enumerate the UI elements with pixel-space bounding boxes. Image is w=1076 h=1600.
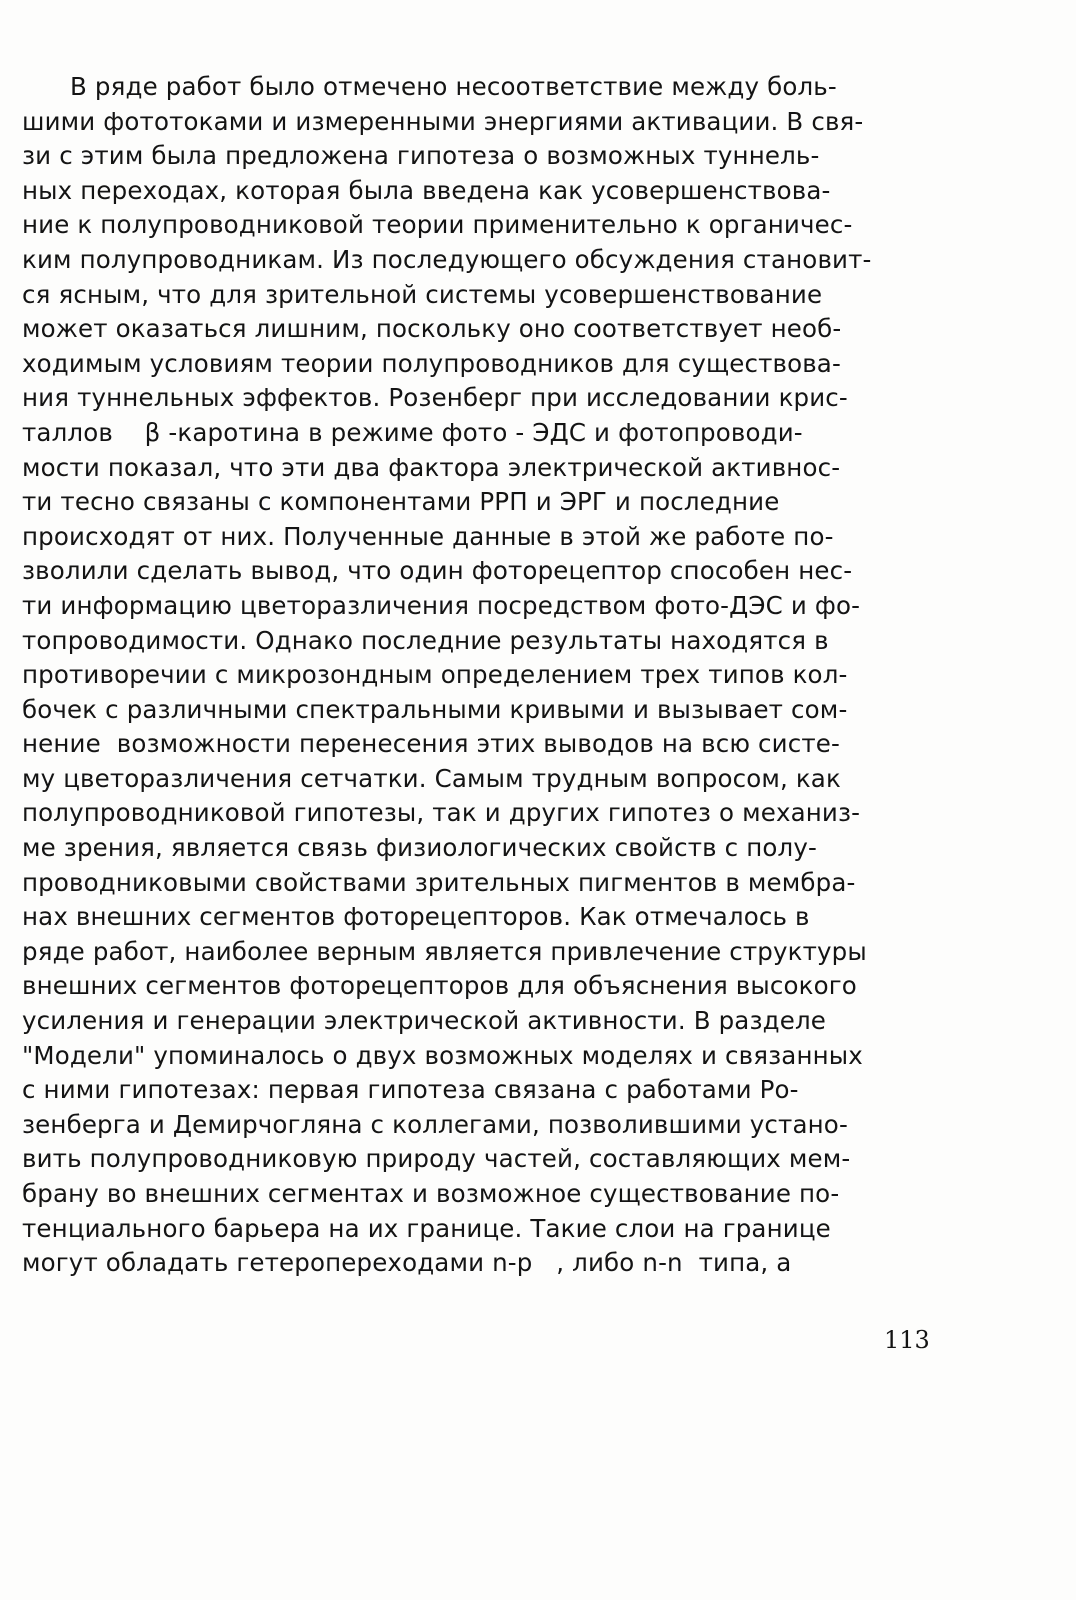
text-line: ким полупроводникам. Из последующего обсуждения становит- <box>22 244 872 274</box>
text-line: вить полупроводниковую природу частей, составляющих мем- <box>22 1144 851 1174</box>
text-line: зенберга и Демирчогляна с коллегами, позволившими устано- <box>22 1109 848 1139</box>
text-line: ряде работ, наиболее верным является привлечение структуры <box>22 936 867 966</box>
text-line: с ними гипотезах: первая гипотеза связана с работами Ро- <box>22 1075 799 1105</box>
text-line: "Модели" упоминалось о двух возможных моделях и связанных <box>22 1040 863 1070</box>
text-line: полупроводниковой гипотезы, так и других гипотез о механиз- <box>22 798 861 828</box>
text-line: ме зрения, является связь физиологических свойств с полу- <box>22 833 817 863</box>
text-line: топроводимости. Однако последние результаты находятся в <box>22 625 829 655</box>
text-line: ти тесно связаны с компонентами РРП и ЭРГ и последние <box>22 487 780 517</box>
text-line: может оказаться лишним, поскольку оно соответствует необ- <box>22 314 842 344</box>
text-line: ся ясным, что для зрительной системы усовершенствование <box>22 279 823 309</box>
text-line: нение возможности перенесения этих выводов на всю систе- <box>22 729 840 759</box>
text-line: ных переходах, которая была введена как усовершенствова- <box>22 175 831 205</box>
text-line: происходят от них. Полученные данные в этой же работе по- <box>22 521 834 551</box>
text-line: зволили сделать вывод, что один фоторецептор способен нес- <box>22 556 853 586</box>
text-line: му цветоразличения сетчатки. Самым трудным вопросом, как <box>22 763 841 793</box>
text-line: бочек с различными спектральными кривыми и вызывает сом- <box>22 694 848 724</box>
text-line: ния туннельных эффектов. Розенберг при исследовании крис- <box>22 383 848 413</box>
text-line: нах внешних сегментов фоторецепторов. Как отмечалось в <box>22 902 810 932</box>
text-line: В ряде работ было отмечено несоответствие между боль- <box>70 72 837 101</box>
text-line: ние к полупроводниковой теории применительно к органичес- <box>22 210 853 240</box>
text-line: проводниковыми свойствами зрительных пигментов в мембра- <box>22 867 856 897</box>
text-line: внешних сегментов фоторецепторов для объяснения высокого <box>22 971 857 1001</box>
text-line: таллов β -каротина в режиме фото - ЭДС и фотопроводи- <box>22 417 803 447</box>
text-line: могут обладать гетеропереходами n-p , либо n-n типа, а <box>22 1248 792 1278</box>
text-line: мости показал, что эти два фактора электрической активнос- <box>22 452 841 482</box>
text-line: тенциального барьера на их границе. Такие слои на границе <box>22 1213 831 1243</box>
text-line: брану во внешних сегментах и возможное существование по- <box>22 1179 840 1208</box>
text-line: шими фототоками и измеренными энергиями активации. В свя- <box>22 106 864 136</box>
text-line: ходимым условиям теории полупроводников для существова- <box>22 348 841 378</box>
page-number: 113 <box>884 1326 930 1354</box>
body-text <box>22 70 982 1281</box>
text-line: ти информацию цветоразличения посредством фото-ДЭС и фо- <box>22 590 861 620</box>
text-line: зи с этим была предложена гипотеза о возможных туннель- <box>22 141 820 171</box>
text-line: противоречии с микрозондным определением трех типов кол- <box>22 660 848 690</box>
text-line: усиления и генерации электрической активности. В разделе <box>22 1006 826 1036</box>
